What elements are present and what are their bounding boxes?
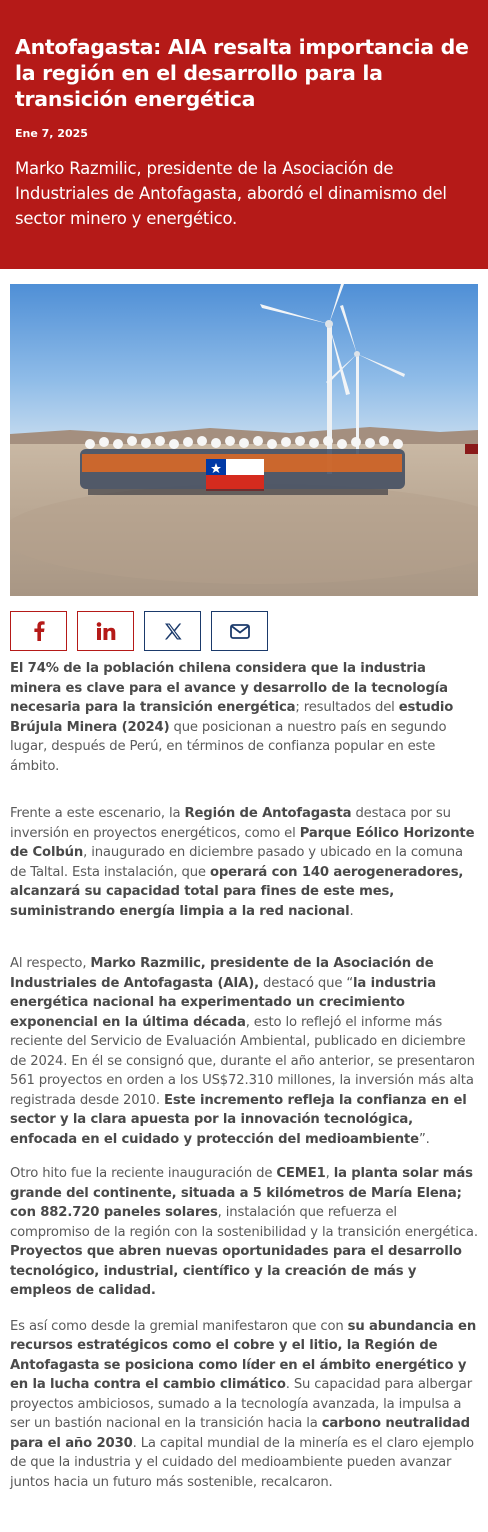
- text-run: Al respecto,: [10, 956, 91, 971]
- text-run: .: [349, 903, 354, 919]
- text-run: , esto lo reflejó el informe más reciente del Servicio de Evaluación Ambiental, publicado en diciembre de 2024. En él se consignó que, durante el año anterior, se presentaron 561 proyectos en orden a los US$72.310 millones, la inversión más alta registrada desde 2010.: [10, 1014, 475, 1108]
- text-run: Otro hito fue la reciente inauguración de: [10, 1166, 277, 1181]
- article-paragraph: [10, 1317, 480, 1493]
- publish-date: Ene 7, 2025: [15, 127, 88, 140]
- share-bar: [10, 611, 268, 651]
- text-run: ”.: [418, 1131, 430, 1147]
- text-run: . La capital mundial de la minería es el claro ejemplo de que la industria y el cuidado del medioambiente pueden avanzar juntos hacia un futuro más sostenible, recalcaron.: [10, 1435, 474, 1490]
- article-body: [10, 659, 480, 1511]
- bold-text-run: la industria energética nacional ha experimentado un crecimiento exponencial en la última década: [10, 975, 437, 1030]
- bold-text-run: Proyectos que abren nuevas oportunidades para el desarrollo tecnológico, industrial, científico y la creación de más y empleos de calidad.: [10, 1244, 462, 1298]
- mail-icon: [230, 624, 250, 639]
- bold-text-run: operará con 140 aerogeneradores, alcanzará su capacidad total para fines de este mes, suministrando energía limpia a la red nacional: [10, 864, 464, 919]
- text-run: . Su capacidad para albergar proyectos ambiciosos, sumado a la tecnología avanzada, la impulsa a ser un bastión nacional en la transición hacia la: [10, 1377, 472, 1431]
- article-paragraph: [10, 659, 480, 776]
- share-x-button[interactable]: [144, 611, 201, 651]
- bold-text-run: carbono neutralidad para el año 2030: [10, 1416, 470, 1451]
- bold-text-run: Marko Razmilic, presidente de la Asociación de Industriales de Antofagasta (AIA),: [10, 956, 434, 991]
- article-title: Antofagasta: AIA resalta importancia de la región en el desarrollo para la transición energética: [15, 35, 469, 111]
- article-paragraph: [10, 1164, 480, 1301]
- share-linkedin-button[interactable]: [77, 611, 134, 651]
- text-run: Es así como desde la gremial manifestaron que con: [10, 1318, 348, 1334]
- article-header: [0, 0, 488, 269]
- article-photo: [10, 284, 478, 596]
- text-run: ; resultados del: [295, 700, 399, 715]
- bold-text-run: CEME1: [276, 1166, 326, 1181]
- bold-text-run: su abundancia en recursos estratégicos como el cobre y el litio, la Región de Antofagasta se posiciona como líder en el ámbito energético y en la lucha contra el cambio climático: [10, 1318, 477, 1392]
- x-icon: [164, 623, 182, 640]
- bold-text-run: Región de Antofagasta: [184, 806, 352, 821]
- text-run: ,: [325, 1166, 334, 1181]
- text-run: , inaugurado en diciembre pasado y ubicado en la comuna de Taltal. Esta instalación, que: [10, 845, 463, 880]
- bold-text-run: la planta solar más grande del continente, situada a 5 kilómetros de María Elena; con 882.720 paneles solares: [10, 1166, 473, 1220]
- text-run: , instalación que refuerza el compromiso de la región con la sostenibilidad y la transición energética.: [10, 1205, 478, 1240]
- share-email-button[interactable]: [211, 611, 268, 651]
- text-run: destaca por su inversión en proyectos energéticos, como el: [10, 806, 451, 841]
- facebook-icon: [32, 621, 46, 641]
- article-subtitle: Marko Razmilic, presidente de la Asociación de Industriales de Antofagasta, abordó el dinamismo del sector minero y energético.: [15, 159, 447, 228]
- bold-text-run: estudio Brújula Minera (2024): [10, 700, 454, 735]
- article-paragraph: [10, 954, 480, 1149]
- bold-text-run: Este incremento refleja la confianza en el sector y la clara apuesta por la innovación tecnológica, enfocada en el cuidado y protección del medioambiente: [10, 1092, 467, 1147]
- share-facebook-button[interactable]: [10, 611, 67, 651]
- article-paragraph: [10, 804, 480, 921]
- text-run: que posicionan a nuestro país en segundo lugar, después de Perú, en términos de confianza popular en este ámbito.: [10, 719, 447, 774]
- bold-text-run: Parque Eólico Horizonte de Colbún: [10, 825, 475, 860]
- text-run: destacó que “: [258, 975, 354, 991]
- text-run: Frente a este escenario, la: [10, 806, 185, 821]
- linkedin-icon: [96, 622, 116, 640]
- photo-group-wind-turbines: [10, 284, 478, 596]
- bold-text-run: El 74% de la población chilena considera que la industria minera es clave para el avance y desarrollo de la tecnología necesaria para la transición energética: [10, 661, 448, 715]
